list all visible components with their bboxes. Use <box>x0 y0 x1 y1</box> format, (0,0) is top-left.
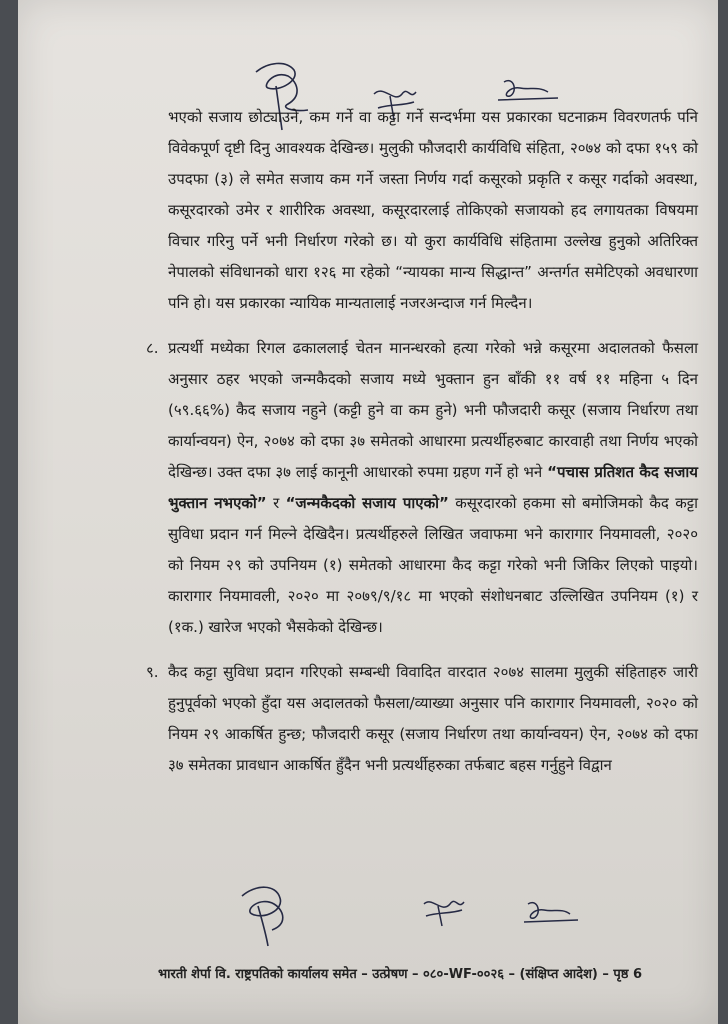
paragraph-number: ८. <box>146 339 159 357</box>
signature-bottom-center <box>424 901 464 926</box>
quoted-phrase: “जन्मकैदको सजाय पाएको” <box>285 494 449 512</box>
signature-bottom-left <box>242 887 283 946</box>
page-footer: भारती शेर्पा वि. राष्ट्रपतिको कार्यालय समेत – उत्प्रेषण – ०८०-WF-००२६ – (संक्षिप्त आदेश) – पृष्ठ 6 <box>158 967 643 982</box>
quoted-phrase: “पचास प्रतिशत कैद सजाय भुक्तान नभएको” <box>168 463 698 512</box>
paragraph-8 <box>146 333 699 643</box>
paragraph-continuation <box>168 102 698 319</box>
signature-top-right <box>498 81 558 100</box>
paragraph-text: कसूरदारको हकमा सो बमोजिमको कैद कट्टा सुविधा प्रदान गर्न मिल्ने देखिदैन। प्रत्यर्थीहरुले लिखित जवाफमा भने कारागार नियमावली, २०२० को नियम २९ को उपनियम (१) समेतको आधारमा कैद कट्टा गरेको भनी जिकिर लिएको पाइयो। कारागार नियमावली, २०२० मा २०७९/९/१८ मा भएको संशोधनबाट उल्लिखित उपनियम (१) र (१क.) खारेज भएको भैसकेको देखिन्छ। <box>168 494 699 636</box>
body-text <box>146 102 699 781</box>
paragraph-text: र <box>266 494 286 512</box>
paragraph-text: कैद कट्टा सुविधा प्रदान गरिएको सम्बन्धी विवादित वारदात २०७४ सालमा मुलुकी संहिताहरु जारी हुनुपूर्वको भएको हुँदा यस अदालतको फैसला/व्याख्या अनुसार पनि कारागार नियमावली, २०२० को नियम २९ आकर्षित हुन्छ; फौजदारी कसूर (सजाय निर्धारण तथा कार्यान्वयन) ऐन, २०७४ को दफा ३७ समेतका प्रावधान आकर्षित हुँदैन भनी प्रत्यर्थीहरुका तर्फबाट बहस गर्नुहुने विद्वान <box>168 663 698 774</box>
signature-bottom-right <box>524 903 578 922</box>
paragraph-text: भएको सजाय छोट्याउने, कम गर्ने वा कट्टा गर्ने सन्दर्भमा यस प्रकारका घटनाक्रम विवरणतर्फ पनि विवेकपूर्ण दृष्टी दिनु आवश्यक देखिन्छ। मुलुकी फौजदारी कार्यविधि संहिता, २०७४ को दफा १५९ को उपदफा (३) ले समेत सजाय कम गर्ने जस्ता निर्णय गर्दा कसूरको प्रकृति र कसूर गर्दाको अवस्था, कसूरदारको उमेर र शारीरिक अवस्था, कसूरदारलाई तोकिएको सजायको हद लगायतका विषयमा विचार गरिनु पर्ने भनी निर्धारण गरेको छ। यो कुरा कार्यविधि संहितामा उल्लेख हुनुको अतिरिक्त नेपालको संविधानको धारा १२६ मा रहेको “न्यायका मान्य सिद्धान्त” अन्तर्गत समेटिएको अवधारणा पनि हो। यस प्रकारका न्यायिक मान्यतालाई नजरअन्दाज गर्न मिल्दैन। <box>168 108 698 312</box>
document-page <box>18 0 718 1024</box>
paragraph-9 <box>146 657 698 781</box>
paragraph-number: ९. <box>146 663 159 681</box>
paragraph-text: प्रत्यर्थी मध्येका रिगल ढकाललाई चेतन मानन्धरको हत्या गरेको भन्ने कसूरमा अदालतको फैसला अनुसार ठहर भएको जन्मकैदको सजाय मध्ये भुक्तान हुन बाँकी ११ वर्ष ११ महिना ५ दिन (५९.६६%) कैद सजाय नहुने (कट्टी हुने वा कम हुने) भनी फौजदारी कसूर (सजाय निर्धारण तथा कार्यान्वयन) ऐन, २०७४ को दफा ३७ समेतको आधारमा प्रत्यर्थीहरुबाट कारवाही तथा निर्णय भएको देखिन्छ। उक्त दफा ३७ लाई कानूनी आधारको रुपमा ग्रहण गर्ने हो भने <box>168 339 698 481</box>
